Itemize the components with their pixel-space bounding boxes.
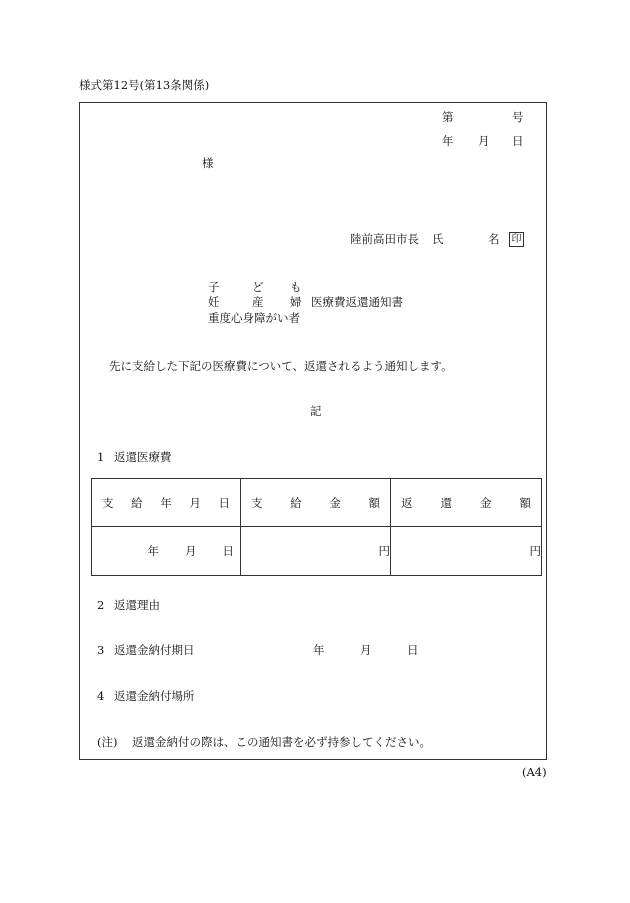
paper-size: (A4) [522, 765, 547, 779]
target-pregnant-3: 婦 [290, 295, 302, 309]
section3-number: 3 [97, 643, 105, 657]
header-payment-date [92, 479, 241, 527]
target-children [208, 282, 302, 294]
number-suffix: 号 [512, 110, 524, 124]
date-year-label: 年 [442, 134, 454, 148]
section2-number: 2 [97, 598, 105, 612]
header-char: 支 [251, 495, 263, 510]
table-header-row [92, 479, 542, 527]
note-text: 返還金納付の際は、この通知書を必ず持参してください。 [132, 735, 431, 749]
addressee-suffix: 様 [202, 156, 214, 170]
target-children-3: も [290, 280, 302, 294]
date-month-label: 月 [478, 134, 490, 148]
cell-payment-date [92, 527, 241, 576]
header-char: 年 [160, 495, 172, 510]
table-row [92, 527, 542, 576]
due-month-label: 月 [360, 643, 372, 657]
header-char: 額 [519, 495, 531, 510]
document-frame [79, 102, 547, 760]
note-label: (注) [97, 735, 118, 749]
form-label: 様式第12号(第13条関係) [79, 78, 210, 92]
date-cell-month: 月 [185, 544, 197, 558]
cell-refund-amount [391, 527, 542, 576]
issuer-name-left: 氏 [432, 232, 444, 246]
seal-mark [509, 232, 524, 247]
header-char: 月 [189, 495, 201, 510]
target-disabled: 重度心身障がい者 [208, 311, 300, 325]
target-children-2: ど [252, 280, 264, 294]
section4-label: 返還金納付場所 [114, 689, 195, 703]
seal-text: 印 [509, 232, 524, 247]
header-char: 支 [102, 495, 114, 510]
target-pregnant [208, 297, 302, 309]
header-char: 給 [131, 495, 143, 510]
header-char: 金 [329, 495, 341, 510]
section3-label: 返還金納付期日 [114, 643, 195, 657]
target-pregnant-2: 産 [252, 295, 264, 309]
target-children-1: 子 [208, 280, 220, 294]
issuer-name-right: 名 [488, 232, 500, 246]
number-prefix: 第 [442, 110, 454, 124]
ki-heading: 記 [310, 404, 322, 418]
issuer-title: 陸前高田市長 [350, 232, 419, 246]
header-char: 還 [440, 495, 452, 510]
header-char: 給 [290, 495, 302, 510]
header-char: 額 [368, 495, 380, 510]
refund-table [91, 478, 542, 576]
target-pregnant-1: 妊 [208, 295, 220, 309]
section4-number: 4 [97, 689, 105, 703]
yen-unit: 円 [378, 544, 390, 558]
due-day-label: 日 [407, 643, 419, 657]
header-refund-amount [391, 479, 542, 527]
date-cell-year: 年 [147, 544, 159, 558]
header-char: 日 [218, 495, 230, 510]
header-payment-amount [241, 479, 391, 527]
date-cell-day: 日 [222, 544, 234, 558]
due-year-label: 年 [313, 643, 325, 657]
date-day-label: 日 [512, 134, 524, 148]
yen-unit: 円 [529, 544, 541, 558]
section1-label: 返還医療費 [114, 450, 172, 464]
document-name: 医療費返還通知書 [311, 295, 403, 309]
section2-label: 返還理由 [114, 598, 160, 612]
body-text: 先に支給した下記の医療費について、返還されるよう通知します。 [109, 359, 453, 373]
section1-number: 1 [97, 450, 105, 464]
header-char: 金 [480, 495, 492, 510]
header-char: 返 [401, 495, 413, 510]
cell-payment-amount [241, 527, 391, 576]
